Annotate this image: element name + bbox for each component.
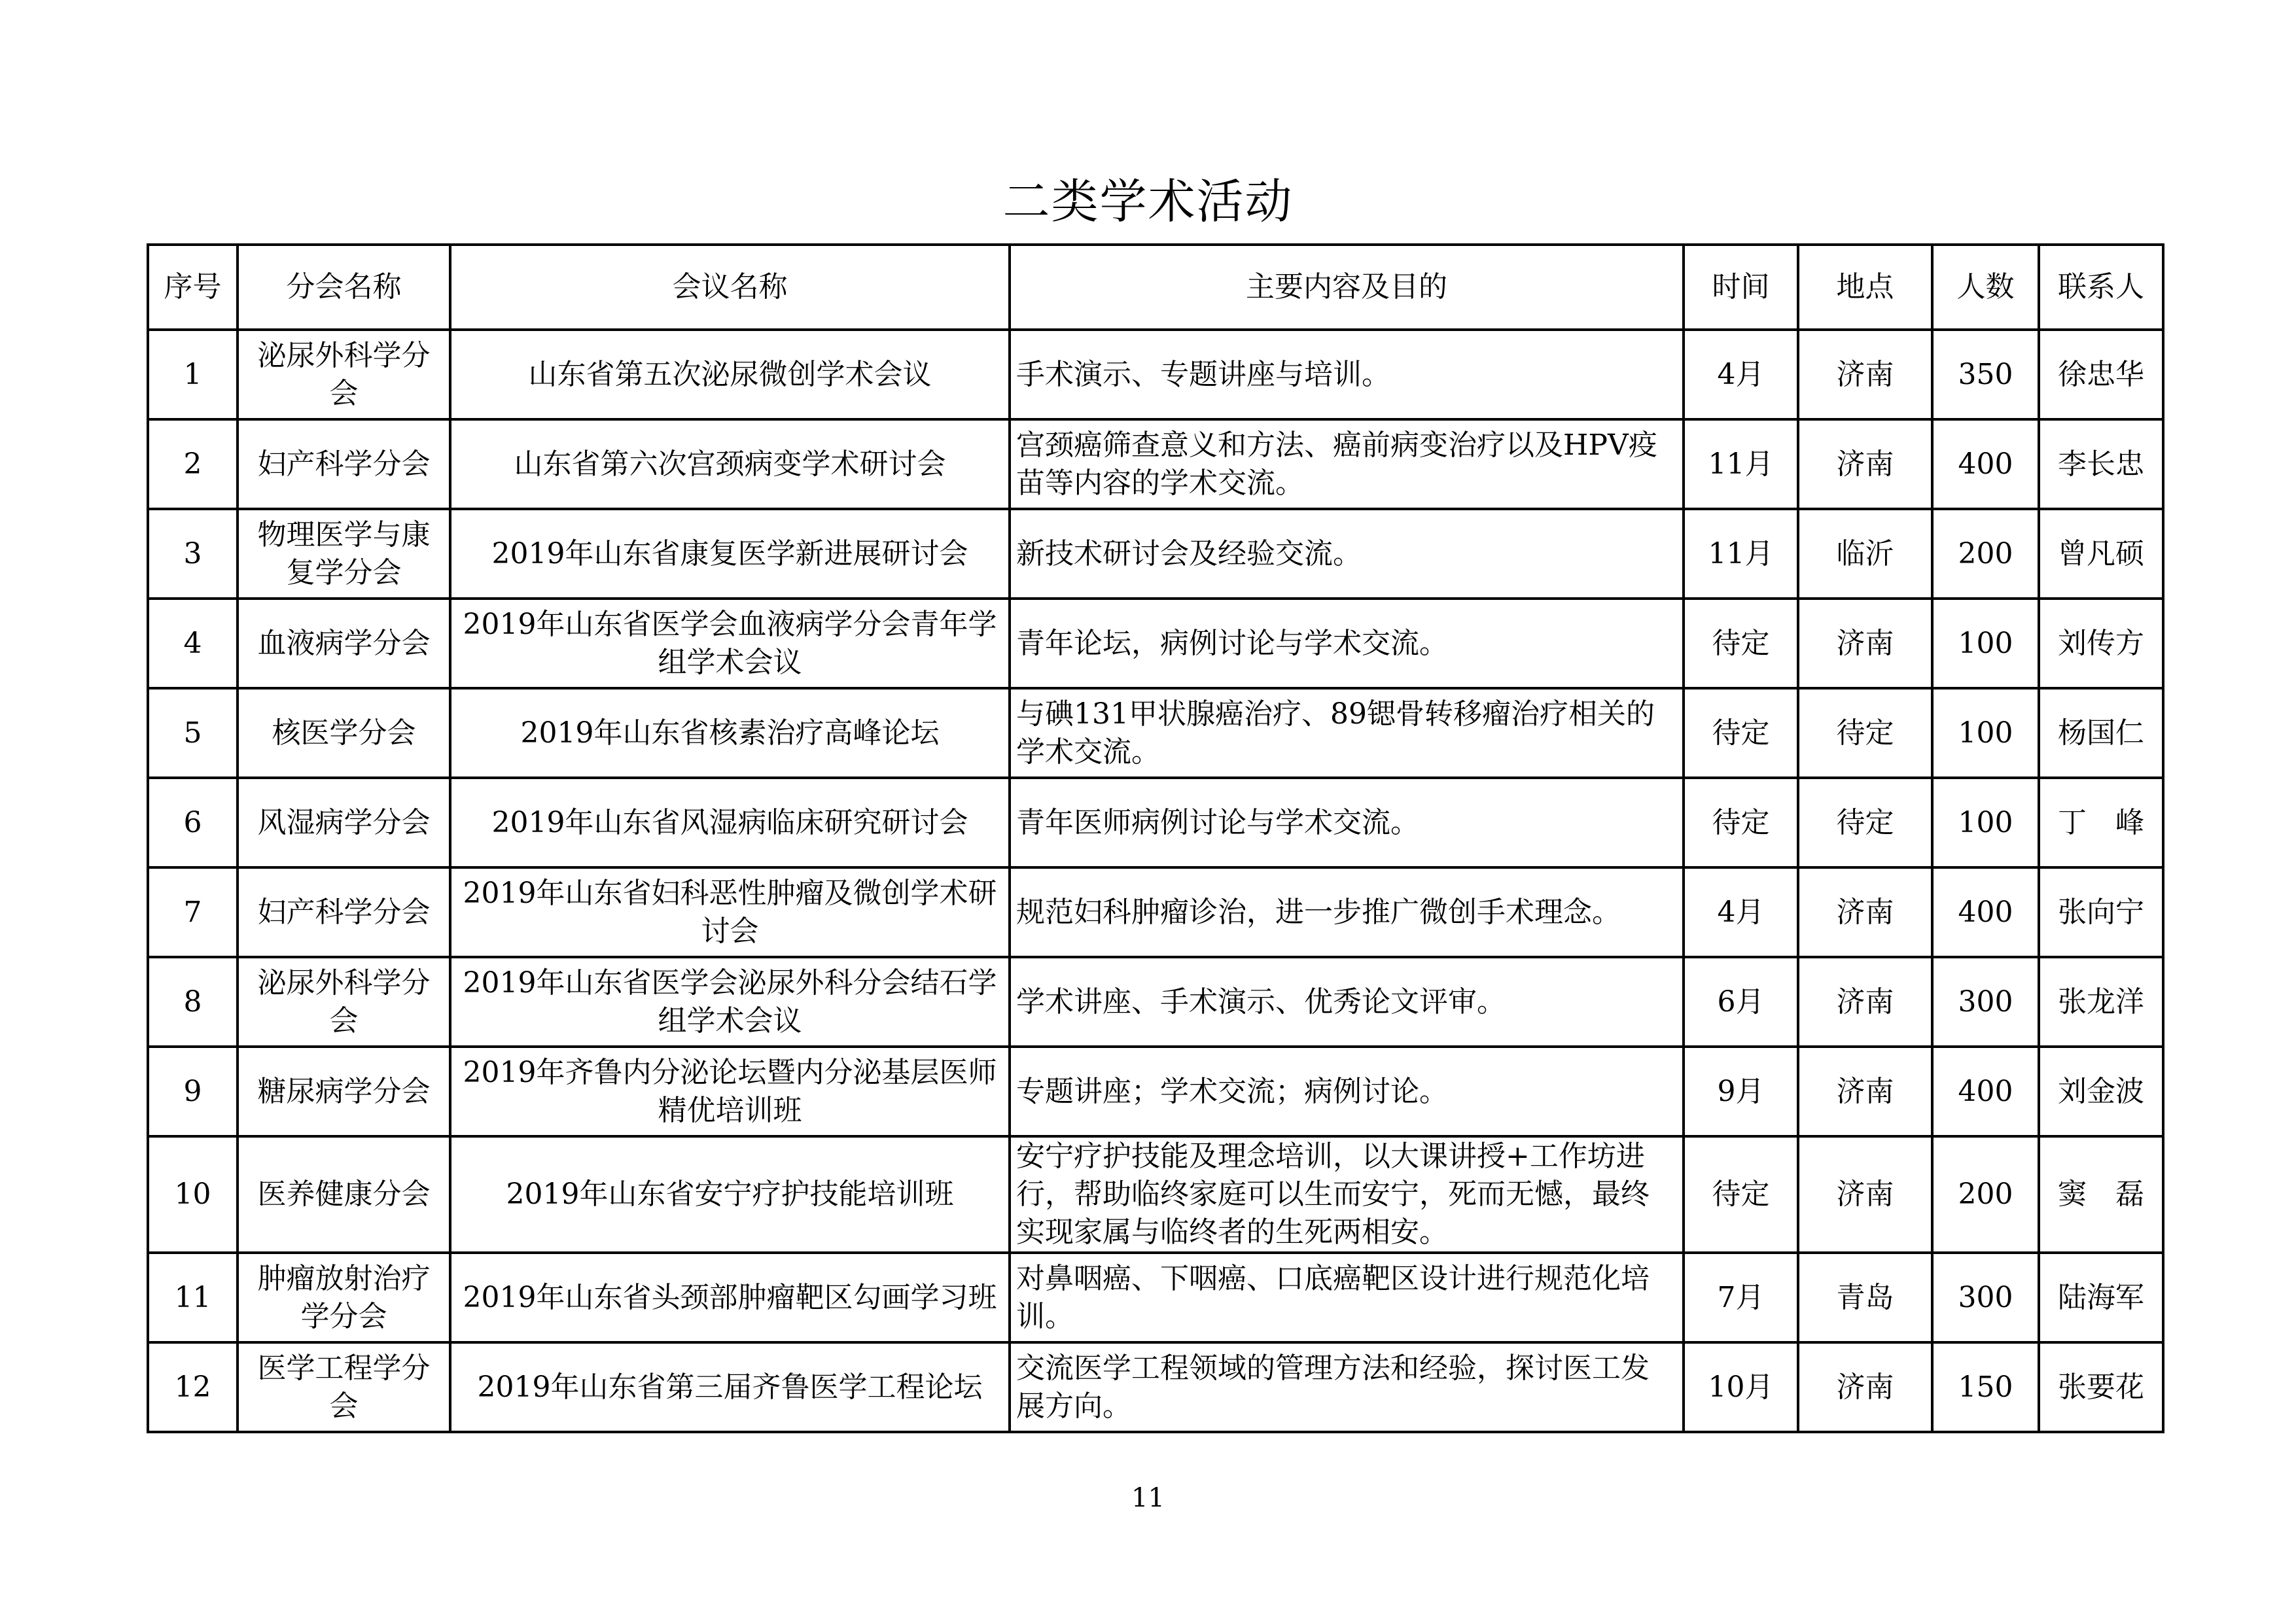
cell-contact: 窦 磊 [2039,1136,2163,1253]
cell-place: 待定 [1798,778,1932,867]
cell-count: 350 [1932,330,2039,419]
table-row [148,778,2163,867]
cell-contact: 杨国仁 [2039,688,2163,778]
cell-branch: 泌尿外科学分会 [238,330,450,419]
cell-branch: 妇产科学分会 [238,867,450,957]
header-place: 地点 [1798,245,1932,330]
cell-place: 济南 [1798,1136,1932,1253]
cell-content: 规范妇科肿瘤诊治，进一步推广微创手术理念。 [1010,867,1684,957]
cell-content: 宫颈癌筛查意义和方法、癌前病变治疗以及HPV疫苗等内容的学术交流。 [1010,419,1684,509]
cell-branch: 肿瘤放射治疗学分会 [238,1253,450,1342]
activities-table [147,243,2164,1433]
table-row [148,1253,2163,1342]
table-row [148,509,2163,599]
cell-no: 4 [148,599,238,688]
cell-count: 200 [1932,1136,2039,1253]
cell-contact: 刘金波 [2039,1047,2163,1136]
cell-count: 400 [1932,419,2039,509]
header-meeting: 会议名称 [450,245,1010,330]
table-row [148,867,2163,957]
cell-meeting: 2019年山东省康复医学新进展研讨会 [450,509,1010,599]
cell-content: 青年医师病例讨论与学术交流。 [1010,778,1684,867]
cell-meeting: 2019年山东省医学会泌尿外科分会结石学组学术会议 [450,957,1010,1047]
cell-time: 11月 [1684,419,1798,509]
cell-place: 待定 [1798,688,1932,778]
cell-branch: 泌尿外科学分会 [238,957,450,1047]
cell-no: 9 [148,1047,238,1136]
cell-contact: 张要花 [2039,1342,2163,1432]
cell-meeting: 2019年山东省风湿病临床研究研讨会 [450,778,1010,867]
cell-time: 4月 [1684,330,1798,419]
cell-branch: 物理医学与康复学分会 [238,509,450,599]
cell-meeting: 2019年山东省第三届齐鲁医学工程论坛 [450,1342,1010,1432]
cell-no: 7 [148,867,238,957]
cell-place: 济南 [1798,1342,1932,1432]
cell-contact: 曾凡硕 [2039,509,2163,599]
header-no: 序号 [148,245,238,330]
cell-meeting: 2019年山东省头颈部肿瘤靶区勾画学习班 [450,1253,1010,1342]
cell-count: 300 [1932,1253,2039,1342]
cell-branch: 医学工程学分会 [238,1342,450,1432]
table-row [148,1342,2163,1432]
cell-contact: 丁 峰 [2039,778,2163,867]
cell-branch: 血液病学分会 [238,599,450,688]
cell-content: 专题讲座；学术交流；病例讨论。 [1010,1047,1684,1136]
table-row [148,330,2163,419]
cell-no: 5 [148,688,238,778]
cell-place: 济南 [1798,599,1932,688]
cell-time: 6月 [1684,957,1798,1047]
cell-no: 11 [148,1253,238,1342]
cell-no: 1 [148,330,238,419]
cell-time: 4月 [1684,867,1798,957]
cell-no: 2 [148,419,238,509]
cell-branch: 医养健康分会 [238,1136,450,1253]
cell-meeting: 2019年山东省医学会血液病学分会青年学组学术会议 [450,599,1010,688]
cell-time: 7月 [1684,1253,1798,1342]
header-time: 时间 [1684,245,1798,330]
cell-time: 9月 [1684,1047,1798,1136]
cell-no: 3 [148,509,238,599]
cell-count: 100 [1932,778,2039,867]
table-row [148,688,2163,778]
header-content: 主要内容及目的 [1010,245,1684,330]
cell-content: 交流医学工程领域的管理方法和经验，探讨医工发展方向。 [1010,1342,1684,1432]
cell-content: 安宁疗护技能及理念培训，以大课讲授+工作坊进行，帮助临终家庭可以生而安宁，死而无憾，最终实现家属与临终者的生死两相安。 [1010,1136,1684,1253]
cell-place: 济南 [1798,867,1932,957]
cell-branch: 风湿病学分会 [238,778,450,867]
cell-place: 济南 [1798,957,1932,1047]
cell-no: 10 [148,1136,238,1253]
cell-content: 青年论坛，病例讨论与学术交流。 [1010,599,1684,688]
cell-count: 400 [1932,867,2039,957]
cell-place: 济南 [1798,1047,1932,1136]
header-contact: 联系人 [2039,245,2163,330]
cell-count: 100 [1932,599,2039,688]
cell-place: 济南 [1798,330,1932,419]
cell-meeting: 2019年齐鲁内分泌论坛暨内分泌基层医师精优培训班 [450,1047,1010,1136]
cell-contact: 徐忠华 [2039,330,2163,419]
header-count: 人数 [1932,245,2039,330]
page-title: 二类学术活动 [1002,174,1294,229]
cell-contact: 张龙洋 [2039,957,2163,1047]
header-branch: 分会名称 [238,245,450,330]
table-row [148,419,2163,509]
cell-time: 待定 [1684,778,1798,867]
cell-meeting: 山东省第五次泌尿微创学术会议 [450,330,1010,419]
cell-content: 对鼻咽癌、下咽癌、口底癌靶区设计进行规范化培训。 [1010,1253,1684,1342]
cell-count: 300 [1932,957,2039,1047]
table-row [148,1136,2163,1253]
cell-branch: 核医学分会 [238,688,450,778]
cell-meeting: 2019年山东省安宁疗护技能培训班 [450,1136,1010,1253]
cell-place: 临沂 [1798,509,1932,599]
cell-time: 10月 [1684,1342,1798,1432]
cell-content: 手术演示、专题讲座与培训。 [1010,330,1684,419]
cell-contact: 张向宁 [2039,867,2163,957]
cell-count: 100 [1932,688,2039,778]
cell-meeting: 山东省第六次宫颈病变学术研讨会 [450,419,1010,509]
cell-content: 与碘131甲状腺癌治疗、89锶骨转移瘤治疗相关的学术交流。 [1010,688,1684,778]
table-row [148,1047,2163,1136]
cell-no: 12 [148,1342,238,1432]
cell-count: 150 [1932,1342,2039,1432]
cell-count: 400 [1932,1047,2039,1136]
table-row [148,599,2163,688]
cell-meeting: 2019年山东省核素治疗高峰论坛 [450,688,1010,778]
cell-contact: 李长忠 [2039,419,2163,509]
cell-meeting: 2019年山东省妇科恶性肿瘤及微创学术研讨会 [450,867,1010,957]
cell-count: 200 [1932,509,2039,599]
cell-no: 8 [148,957,238,1047]
cell-branch: 糖尿病学分会 [238,1047,450,1136]
cell-contact: 刘传方 [2039,599,2163,688]
table-row [148,957,2163,1047]
cell-no: 6 [148,778,238,867]
cell-content: 新技术研讨会及经验交流。 [1010,509,1684,599]
cell-time: 待定 [1684,1136,1798,1253]
cell-place: 青岛 [1798,1253,1932,1342]
cell-place: 济南 [1798,419,1932,509]
page-number: 11 [1131,1483,1165,1513]
cell-content: 学术讲座、手术演示、优秀论文评审。 [1010,957,1684,1047]
table-header-row [148,245,2163,330]
cell-time: 待定 [1684,599,1798,688]
cell-contact: 陆海军 [2039,1253,2163,1342]
cell-branch: 妇产科学分会 [238,419,450,509]
cell-time: 11月 [1684,509,1798,599]
cell-time: 待定 [1684,688,1798,778]
